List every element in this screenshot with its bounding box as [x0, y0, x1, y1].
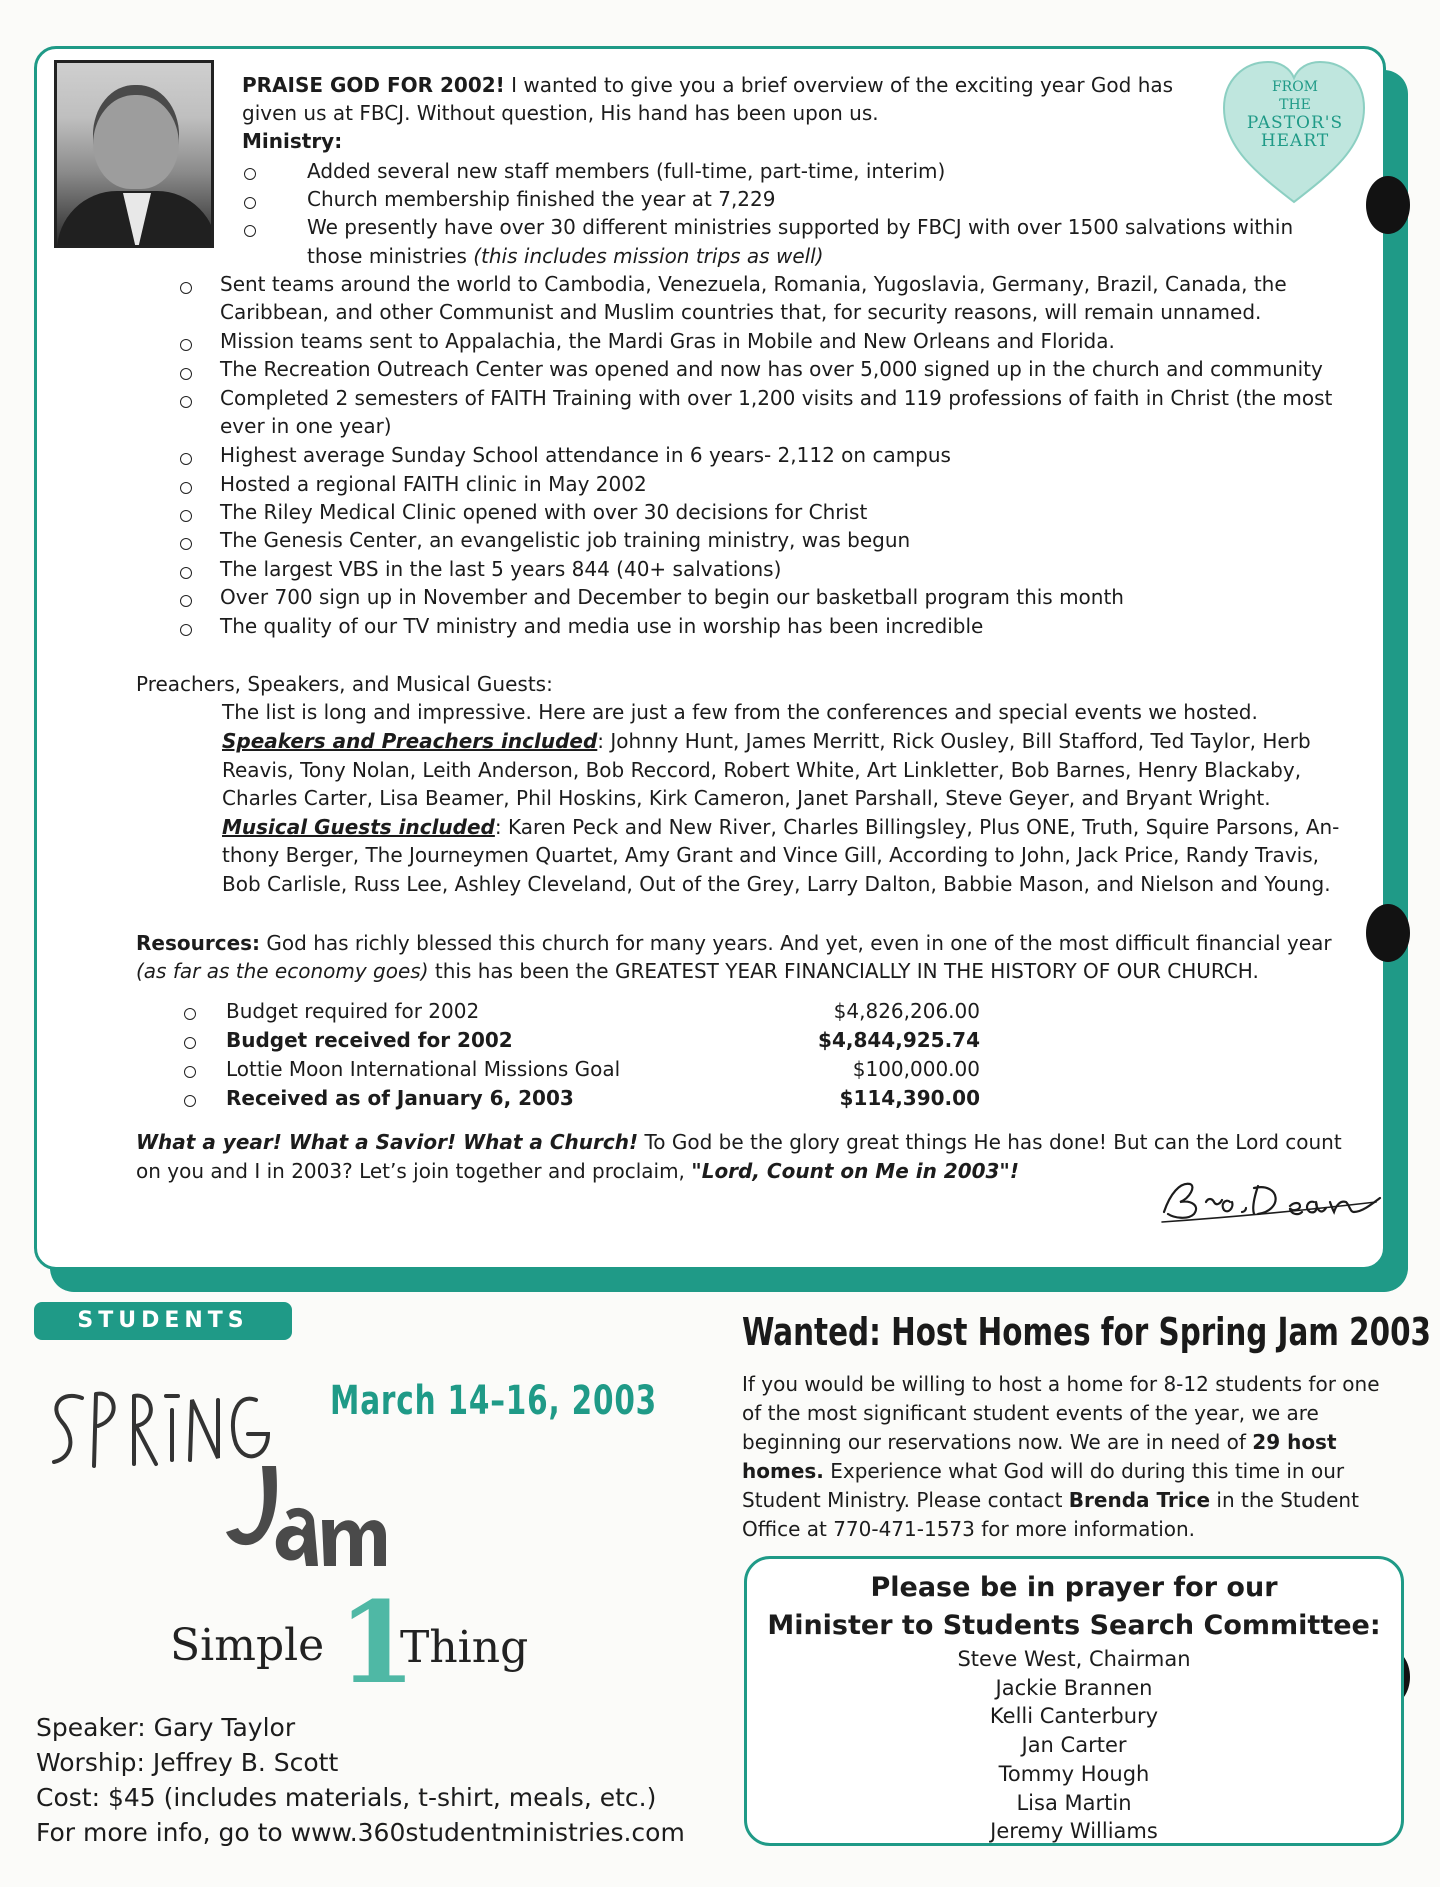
committee-member: Jeremy Williams	[990, 1819, 1158, 1844]
committee-member: Tommy Hough	[998, 1761, 1150, 1786]
bullet	[180, 624, 192, 636]
bullet	[244, 225, 256, 237]
speaker-info: Speaker: Gary Taylor	[36, 1713, 296, 1742]
bullet	[180, 538, 192, 550]
wanted-body: If you would be willing to host a home for 8-12 students for one of the most significant student events of the year, we are beginning our reservations now. We are in need of 29 host homes. Experience what God will do during this time in our Student Ministry. Please contact Brenda Trice in the Student Office at 770-471-1573 for more information.	[742, 1372, 1380, 1541]
ministry-item-cont: Caribbean, and other Communist and Muslim countries that, for security reasons, will remain unnamed.	[220, 300, 1262, 324]
musical-line: Musical Guests included: Karen Peck and New River, Charles Billingsley, Plus ONE, Truth, Squire Parsons, An-	[222, 815, 1340, 839]
intro-line-1: PRAISE GOD FOR 2002! I wanted to give you a brief overview of the exciting year God has	[242, 73, 1174, 97]
bullet	[180, 595, 192, 607]
speakers-line: Speakers and Preachers included: Johnny Hunt, James Merritt, Rick Ousley, Bill Stafford, Ted Taylor, Herb	[222, 729, 1311, 753]
ministry-item: The Recreation Outreach Center was opened and now has over 5,000 signed up in the church and community	[220, 357, 1323, 381]
ministry-item: The Riley Medical Clinic opened with over 30 decisions for Christ	[220, 500, 868, 524]
budget-row: Budget required for 2002 $4,826,206.00	[226, 999, 980, 1023]
ministry-item: The quality of our TV ministry and media use in worship has been incredible	[220, 614, 984, 638]
bullet	[184, 1037, 196, 1049]
closing-line-1: What a year! What a Savior! What a Church! To God be the glory great things He has done! But can the Lord count	[136, 1130, 1342, 1154]
bullet	[244, 168, 256, 180]
binder-hole	[1366, 904, 1410, 962]
speakers-line: Charles Carter, Lisa Beamer, Phil Hoskins, Kirk Cameron, Janet Parshall, Steve Geyer, and Bryant Wright.	[222, 786, 1271, 810]
ministry-item: Added several new staff members (full-time, part-time, interim)	[307, 159, 946, 183]
cost-info: Cost: $45 (includes materials, t-shirt, meals, etc.)	[36, 1783, 657, 1812]
guests-heading: Preachers, Speakers, and Musical Guests:	[136, 672, 553, 696]
committee-member: Steve West, Chairman	[957, 1647, 1191, 1671]
pastors-heart-badge: FROM THE PASTOR'S HEART	[1218, 56, 1370, 206]
ministry-item: The largest VBS in the last 5 years 844 (40+ salvations)	[220, 557, 782, 581]
ministry-item: Hosted a regional FAITH clinic in May 2002	[220, 472, 647, 496]
bullet	[180, 282, 192, 294]
budget-row: Budget received for 2002 $4,844,925.74	[226, 1028, 980, 1052]
budget-row: Received as of January 6, 2003 $114,390.00	[226, 1086, 980, 1110]
ministry-item: We presently have over 30 different ministries supported by FBCJ with over 1500 salvations within	[307, 215, 1294, 239]
ministry-item: Over 700 sign up in November and December to begin our basketball program this month	[220, 585, 1124, 609]
speakers-line: Reavis, Tony Nolan, Leith Anderson, Bob Reccord, Robert White, Art Linkletter, Bob Barnes, Henry Blackaby,	[222, 758, 1302, 782]
pastor-photo	[54, 60, 214, 248]
intro-line-2: given us at FBCJ. Without question, His hand has been upon us.	[242, 101, 879, 125]
guests-intro: The list is long and impressive. Here are just a few from the conferences and special events we hosted.	[222, 700, 1258, 724]
ministry-item: Highest average Sunday School attendance in 6 years- 2,112 on campus	[220, 443, 951, 467]
ministry-item: Completed 2 semesters of FAITH Training with over 1,200 visits and 119 professions of faith in Christ (the most	[220, 386, 1333, 410]
bullet	[244, 197, 256, 209]
prayer-box	[744, 1556, 1404, 1846]
musical-line: thony Berger, The Journeymen Quartet, Amy Grant and Vince Gill, According to John, Jack Price, Randy Travis,	[222, 843, 1319, 867]
committee-member: Jan Carter	[1021, 1733, 1127, 1758]
signature	[1150, 1168, 1382, 1230]
ministry-item-cont: ever in one year)	[220, 414, 392, 438]
bullet	[184, 1066, 196, 1078]
worship-info: Worship: Jeffrey B. Scott	[36, 1748, 339, 1777]
ministry-item: Church membership finished the year at 7,229	[307, 187, 776, 211]
resources-line-1: Resources: God has richly blessed this church for many years. And yet, even in one of the most difficult financial year	[136, 931, 1332, 955]
ministry-item: Mission teams sent to Appalachia, the Mardi Gras in Mobile and New Orleans and Florida.	[220, 329, 1115, 353]
bullet	[184, 1095, 196, 1107]
committee-member: Lisa Martin	[1016, 1790, 1132, 1815]
spring-jam-dates: March 14–16, 2003	[330, 1378, 658, 1424]
bullet	[180, 368, 192, 380]
bullet	[180, 339, 192, 351]
committee-member: Kelli Canterbury	[989, 1704, 1159, 1729]
committee-member: Jackie Brannen	[995, 1675, 1153, 1700]
bullet	[180, 453, 192, 465]
musical-line: Bob Carlisle, Russ Lee, Ashley Cleveland, Out of the Grey, Larry Dalton, Babbie Mason, and Nielson and Young.	[222, 872, 1331, 896]
binder-hole	[1366, 176, 1410, 234]
ministry-heading: Ministry:	[242, 129, 343, 153]
bullet	[180, 567, 192, 579]
students-section-tab: STUDENTS	[34, 1302, 292, 1340]
ministry-item: The Genesis Center, an evangelistic job training ministry, was begun	[220, 528, 911, 552]
simple-1-thing-logo: Simple 1 Thing	[170, 1578, 529, 1709]
wanted-heading: Wanted: Host Homes for Spring Jam 2003	[742, 1310, 1431, 1354]
ministry-item: Sent teams around the world to Cambodia, Venezuela, Romania, Yugoslavia, Germany, Brazil, Canada, the	[220, 272, 1287, 296]
bullet	[180, 482, 192, 494]
bullet	[184, 1008, 196, 1020]
budget-row: Lottie Moon International Missions Goal $100,000.00	[226, 1057, 980, 1081]
resources-line-2: (as far as the economy goes) this has been the GREATEST YEAR FINANCIALLY IN THE HISTORY OF OUR CHURCH.	[136, 959, 1259, 983]
committee-list	[747, 1645, 1401, 1846]
more-info-link[interactable]: For more info, go to www.360studentministries.com	[36, 1818, 685, 1847]
bullet	[180, 510, 192, 522]
closing-line-2: on you and I in 2003? Let’s join together and proclaim, "Lord, Count on Me in 2003"!	[136, 1159, 1019, 1183]
bullet	[180, 396, 192, 408]
prayer-title: Please be in prayer for our Minister to Students Search Committee:	[767, 1572, 1381, 1641]
ministry-item-cont: those ministries (this includes mission trips as well)	[307, 244, 824, 268]
